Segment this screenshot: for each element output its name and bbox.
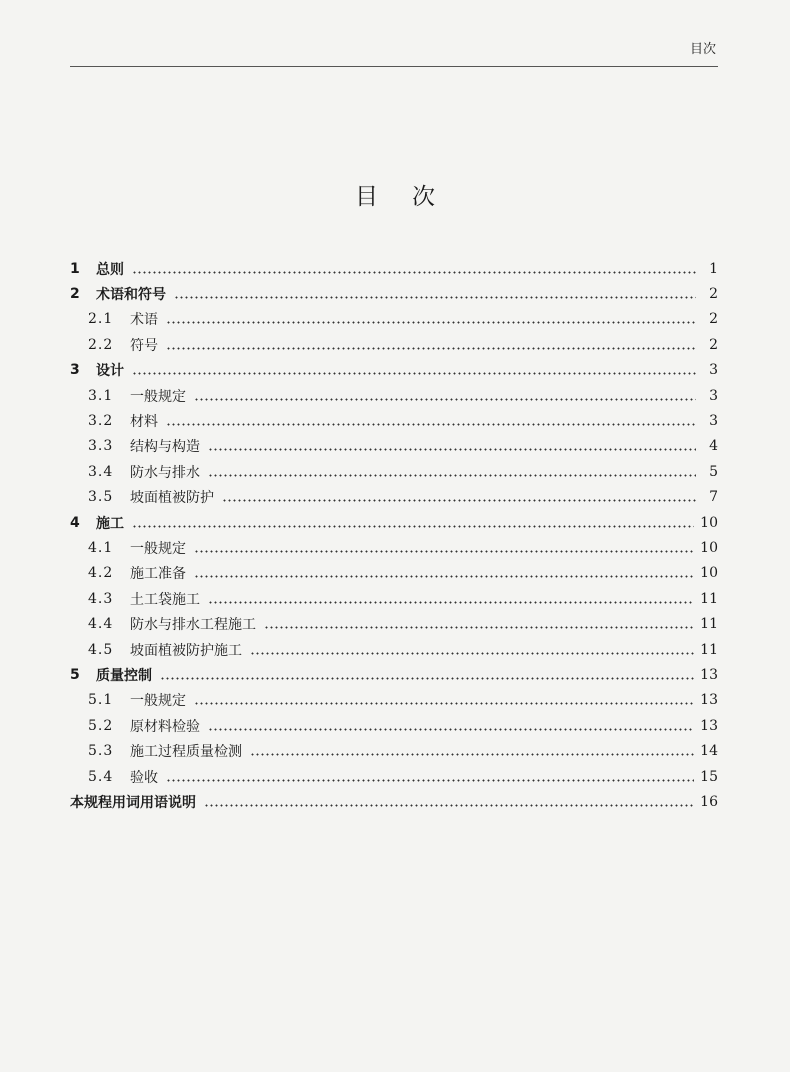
toc-entry-page: 11 <box>700 590 718 607</box>
toc-entry[interactable] <box>70 611 718 636</box>
toc-entry[interactable] <box>70 738 718 763</box>
toc-entry-number: 3.1 <box>88 387 114 404</box>
toc-entry-number: 4.2 <box>88 565 114 582</box>
toc-entry[interactable] <box>70 434 718 459</box>
toc-entry-page: 15 <box>700 768 718 785</box>
toc-entry[interactable] <box>70 713 718 738</box>
toc-entry[interactable] <box>70 662 718 687</box>
toc-entry-page: 11 <box>700 616 718 633</box>
dot-leader <box>208 592 694 606</box>
toc-entry-label: 术语 <box>130 312 158 329</box>
toc-entry-page: 3 <box>709 413 718 430</box>
toc-entry[interactable] <box>70 383 718 408</box>
toc-entry-label: 一般规定 <box>130 693 186 710</box>
toc-entry-label: 本规程用词用语说明 <box>70 794 196 811</box>
toc-entry-number: 4 <box>70 514 80 531</box>
dot-leader <box>208 465 696 479</box>
dot-leader <box>208 439 696 453</box>
dot-leader <box>194 389 696 403</box>
toc-entry-page: 13 <box>700 692 718 709</box>
toc-entry-number: 1 <box>70 260 80 277</box>
toc-entry-label: 防水与排水 <box>130 464 200 481</box>
toc-entry[interactable] <box>70 256 718 281</box>
toc-entry-number: 3.4 <box>88 463 114 480</box>
toc-entry-number: 4.3 <box>88 590 114 607</box>
toc-entry-page: 3 <box>709 387 718 404</box>
toc-entry-page: 16 <box>700 793 718 810</box>
toc-entry-page: 10 <box>700 539 718 556</box>
dot-leader <box>132 363 696 377</box>
toc-entry-label: 材料 <box>130 414 158 431</box>
toc-entry-label: 施工准备 <box>130 566 186 583</box>
toc-entry-number: 3.3 <box>88 438 114 455</box>
toc-entry[interactable] <box>70 688 718 713</box>
toc-entry[interactable] <box>70 485 718 510</box>
dot-leader <box>160 668 694 682</box>
toc-entry-number: 3.5 <box>88 489 114 506</box>
dot-leader <box>166 770 694 784</box>
toc-entry-number: 5.4 <box>88 768 114 785</box>
toc-entry[interactable] <box>70 281 718 306</box>
toc-entry-label: 验收 <box>130 769 158 786</box>
dot-leader <box>194 541 694 555</box>
dot-leader <box>264 617 694 631</box>
toc-entry-label: 坡面植被防护 <box>130 490 214 507</box>
toc-entry-label: 总则 <box>96 261 124 278</box>
toc-entry[interactable] <box>70 307 718 332</box>
toc-entry-label: 结构与构造 <box>130 439 200 456</box>
toc-entry-label: 术语和符号 <box>96 287 166 304</box>
toc-entry-number: 4.1 <box>88 539 114 556</box>
toc-entry[interactable] <box>70 586 718 611</box>
toc-entry-page: 5 <box>709 463 718 480</box>
dot-leader <box>208 719 694 733</box>
toc-entry-label: 土工袋施工 <box>130 591 200 608</box>
dot-leader <box>222 490 696 504</box>
toc-entry-page: 13 <box>700 666 718 683</box>
running-title: 目次 <box>689 42 716 57</box>
toc-entry-label: 施工 <box>96 515 124 532</box>
toc-entry-page: 14 <box>700 743 718 760</box>
table-of-contents <box>70 256 718 815</box>
toc-entry-label: 一般规定 <box>130 388 186 405</box>
toc-entry[interactable] <box>70 561 718 586</box>
toc-entry-label: 符号 <box>130 337 158 354</box>
toc-entry-number: 5.3 <box>88 743 114 760</box>
toc-entry-page: 2 <box>709 286 718 303</box>
toc-entry[interactable] <box>70 332 718 357</box>
dot-leader <box>132 516 694 530</box>
toc-entry-number: 2.1 <box>88 311 114 328</box>
toc-entry-page: 2 <box>709 336 718 353</box>
toc-entry[interactable] <box>70 637 718 662</box>
dot-leader <box>166 338 696 352</box>
dot-leader <box>194 693 694 707</box>
toc-entry-label: 质量控制 <box>96 667 152 684</box>
dot-leader <box>166 312 696 326</box>
toc-entry[interactable] <box>70 764 718 789</box>
toc-entry[interactable] <box>70 535 718 560</box>
toc-entry-page: 1 <box>709 260 718 277</box>
dot-leader <box>132 262 696 276</box>
dot-leader <box>250 643 694 657</box>
toc-entry[interactable] <box>70 789 718 814</box>
toc-entry-page: 13 <box>700 717 718 734</box>
toc-entry-number: 5.2 <box>88 717 114 734</box>
dot-leader <box>204 795 694 809</box>
toc-entry[interactable] <box>70 510 718 535</box>
toc-entry[interactable] <box>70 459 718 484</box>
toc-entry-label: 一般规定 <box>130 540 186 557</box>
toc-entry-label: 设计 <box>96 363 124 380</box>
toc-entry-page: 11 <box>700 641 718 658</box>
dot-leader <box>166 414 696 428</box>
toc-entry[interactable] <box>70 358 718 383</box>
toc-entry-number: 3 <box>70 362 80 379</box>
toc-entry-page: 2 <box>709 311 718 328</box>
toc-entry-page: 3 <box>709 362 718 379</box>
toc-entry[interactable] <box>70 408 718 433</box>
toc-entry-number: 5.1 <box>88 692 114 709</box>
dot-leader <box>174 287 696 301</box>
dot-leader <box>250 744 694 758</box>
toc-entry-number: 4.5 <box>88 641 114 658</box>
toc-entry-label: 原材料检验 <box>130 718 200 735</box>
toc-entry-number: 4.4 <box>88 616 114 633</box>
toc-entry-page: 10 <box>700 514 718 531</box>
toc-entry-label: 坡面植被防护施工 <box>130 642 242 659</box>
toc-entry-number: 3.2 <box>88 413 114 430</box>
toc-entry-page: 4 <box>709 438 718 455</box>
toc-entry-label: 施工过程质量检测 <box>130 744 242 761</box>
toc-entry-number: 2 <box>70 286 80 303</box>
toc-entry-number: 5 <box>70 666 80 683</box>
page-header <box>70 0 718 67</box>
toc-entry-page: 10 <box>700 565 718 582</box>
toc-entry-label: 防水与排水工程施工 <box>130 617 256 634</box>
dot-leader <box>194 566 694 580</box>
page-title: 目次 <box>355 184 469 210</box>
toc-entry-number: 2.2 <box>88 336 114 353</box>
toc-entry-page: 7 <box>709 489 718 506</box>
